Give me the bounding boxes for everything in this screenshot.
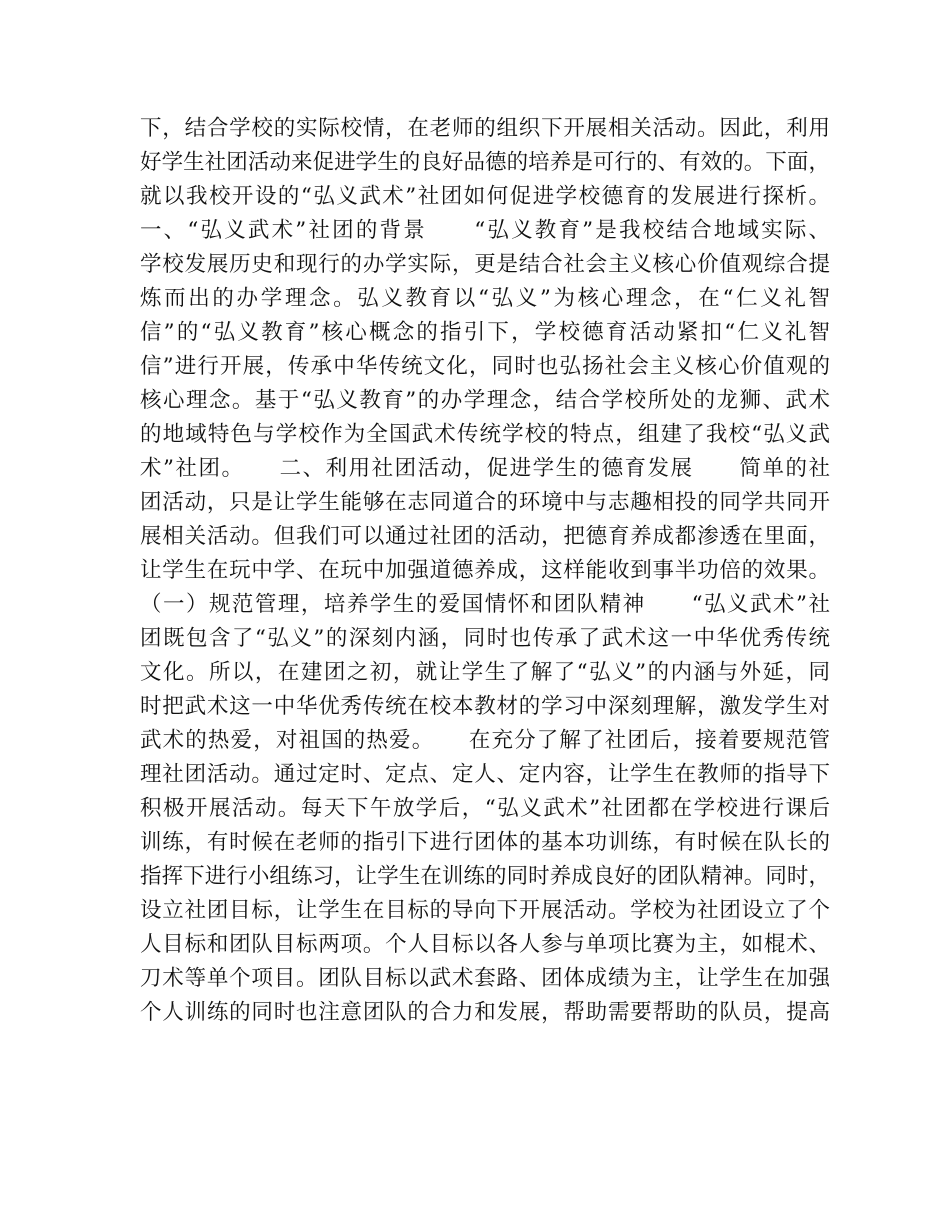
text-line: 让学生在玩中学、在玩中加强道德养成，这样能收到事半功倍的效果。 (140, 558, 830, 583)
text-line: 信”进行开展，传承中华传统文化，同时也弘扬社会主义核心价值观的 (140, 354, 830, 379)
text-line: 训练，有时候在老师的指引下进行团体的基本功训练，有时候在队长的 (140, 830, 830, 855)
text-line: 时把武术这一中华优秀传统在校本教材的学习中深刻理解，激发学生对 (140, 694, 830, 719)
text-line: 炼而出的办学理念。弘义教育以“弘义”为核心理念，在“仁义礼智 (140, 286, 830, 311)
text-line: 个人训练的同时也注意团队的合力和发展，帮助需要帮助的队员，提高 (140, 1000, 830, 1025)
text-line: 展相关活动。但我们可以通过社团的活动，把德育养成都渗透在里面， (140, 524, 830, 549)
text-line: 理社团活动。通过定时、定点、定人、定内容，让学生在教师的指导下 (140, 762, 830, 787)
text-line: 刀术等单个项目。团队目标以武术套路、团体成绩为主，让学生在加强 (140, 966, 830, 991)
text-line: 的地域特色与学校作为全国武术传统学校的特点，组建了我校“弘义武 (140, 422, 830, 447)
text-line: 下，结合学校的实际校情，在老师的组织下开展相关活动。因此，利用 (140, 116, 830, 141)
text-line: 武术的热爱，对祖国的热爱。 在充分了解了社团后，接着要规范管 (140, 728, 830, 753)
text-line: 积极开展活动。每天下午放学后，“弘义武术”社团都在学校进行课后 (140, 796, 830, 821)
text-line: 团活动，只是让学生能够在志同道合的环境中与志趣相投的同学共同开 (140, 490, 830, 515)
text-line: 就以我校开设的“弘义武术”社团如何促进学校德育的发展进行探析。 (140, 184, 830, 209)
text-line: 指挥下进行小组练习，让学生在训练的同时养成良好的团队精神。同时， (140, 864, 830, 889)
text-line: 信”的“弘义教育”核心概念的指引下，学校德育活动紧扣“仁义礼智 (140, 320, 830, 345)
text-line: 核心理念。基于“弘义教育”的办学理念，结合学校所处的龙狮、武术 (140, 388, 830, 413)
text-line: 好学生社团活动来促进学生的良好品德的培养是可行的、有效的。下面， (140, 150, 830, 175)
text-line: 团既包含了“弘义”的深刻内涵，同时也传承了武术这一中华优秀传统 (140, 626, 830, 651)
text-line: 设立社团目标，让学生在目标的导向下开展活动。学校为社团设立了个 (140, 898, 830, 923)
text-line: 一、“弘义武术”社团的背景 “弘义教育”是我校结合地域实际、 (140, 218, 830, 243)
text-line: （一）规范管理，培养学生的爱国情怀和团队精神 “弘义武术”社 (140, 592, 830, 617)
text-line: 术”社团。 二、利用社团活动，促进学生的德育发展 简单的社 (140, 456, 830, 481)
text-line: 文化。所以，在建团之初，就让学生了解了“弘义”的内涵与外延，同 (140, 660, 830, 685)
text-line: 学校发展历史和现行的办学实际，更是结合社会主义核心价值观综合提 (140, 252, 830, 277)
document-body (140, 112, 830, 1030)
text-line: 人目标和团队目标两项。个人目标以各人参与单项比赛为主，如棍术、 (140, 932, 830, 957)
